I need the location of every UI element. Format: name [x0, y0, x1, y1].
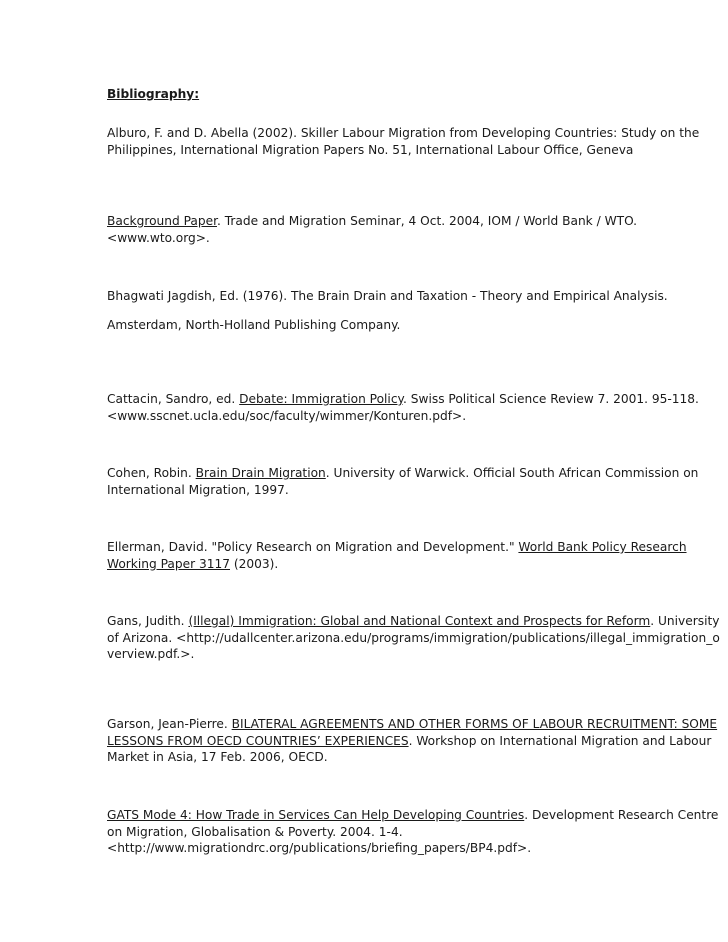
entry-details: . University of Arizona. <http://udallcenter.arizona.edu/programs/immigration/publications/illegal_immigration_overview.pdf.>.: [107, 614, 720, 662]
entry-author: Cohen, Robin.: [107, 466, 196, 480]
bibliography-entry-garson: [107, 716, 722, 766]
bibliography-entry-cohen: [107, 465, 722, 498]
bibliography-entry-cattacin: [107, 391, 722, 424]
entry-details: . Development Research Centre on Migration, Globalisation & Poverty. 2004. 1-4. <http://www.migrationdrc.org/publications/briefing_papers/BP4.pdf>.: [107, 808, 719, 856]
bibliography-entry-bhagwati: [107, 288, 722, 333]
entry-text: [107, 613, 722, 663]
bibliography-entry-ellerman: [107, 539, 722, 572]
entry-details: . Trade and Migration Seminar, 4 Oct. 2004, IOM / World Bank / WTO. <www.wto.org>.: [107, 214, 638, 245]
entry-title-link[interactable]: Background Paper: [107, 214, 217, 228]
entry-details: . Swiss Political Science Review 7. 2001. 95-118. <www.sscnet.ucla.edu/soc/faculty/wimmer/Konturen.pdf>.: [107, 392, 699, 423]
entry-text: [107, 213, 722, 246]
entry-publisher: Amsterdam, North-Holland Publishing Company.: [107, 317, 401, 332]
bibliography-entry-gans: [107, 613, 722, 663]
entry-text: [107, 391, 722, 424]
entry-details: (2003).: [230, 556, 279, 571]
entry-text: Bhagwati Jagdish, Ed. (1976). The Brain Drain and Taxation - Theory and Empirical Analysis.: [107, 289, 668, 303]
entry-details: . University of Warwick. Official South African Commission on International Migration, 1997.: [107, 466, 699, 497]
entry-text: [107, 716, 722, 766]
entry-author: Ellerman, David. "Policy Research on Migration and Development.": [107, 540, 519, 554]
entry-details: . Workshop on International Migration and Labour Market in Asia, 17 Feb. 2006, OECD.: [107, 733, 712, 765]
bibliography-entry-gats: [107, 807, 722, 857]
page-title: Bibliography:: [107, 87, 200, 101]
entry-text: [107, 465, 722, 498]
entry-title-link[interactable]: Brain Drain Migration: [195, 466, 326, 480]
entry-title-link[interactable]: (Illegal) Immigration: Global and National Context and Prospects for Reform: [188, 614, 651, 628]
entry-title-link[interactable]: Debate: Immigration Policy: [239, 392, 403, 406]
entry-title-link[interactable]: World Bank Policy Research Working Paper 3117: [107, 540, 687, 571]
entry-text: Alburo, F. and D. Abella (2002). Skiller Labour Migration from Developing Countries: Study on the Philippines, International Migration Papers No. 51, International Labour Office, Geneva: [107, 126, 700, 157]
bibliography-entry-background-paper: [107, 213, 722, 246]
entry-title-link[interactable]: BILATERAL AGREEMENTS AND OTHER FORMS OF LABOUR RECRUITMENT: SOME LESSONS FROM OECD COUNTRIES’ EXPERIENCES: [107, 717, 718, 748]
entry-author: Gans, Judith.: [107, 614, 189, 628]
entry-text: [107, 539, 722, 572]
bibliography-entry-alburo: [107, 125, 722, 158]
entry-text: [107, 807, 722, 857]
entry-author: Cattacin, Sandro, ed.: [107, 392, 240, 406]
entry-title-link[interactable]: GATS Mode 4: How Trade in Services Can Help Developing Countries: [107, 808, 525, 822]
entry-author: Garson, Jean-Pierre.: [107, 717, 232, 731]
